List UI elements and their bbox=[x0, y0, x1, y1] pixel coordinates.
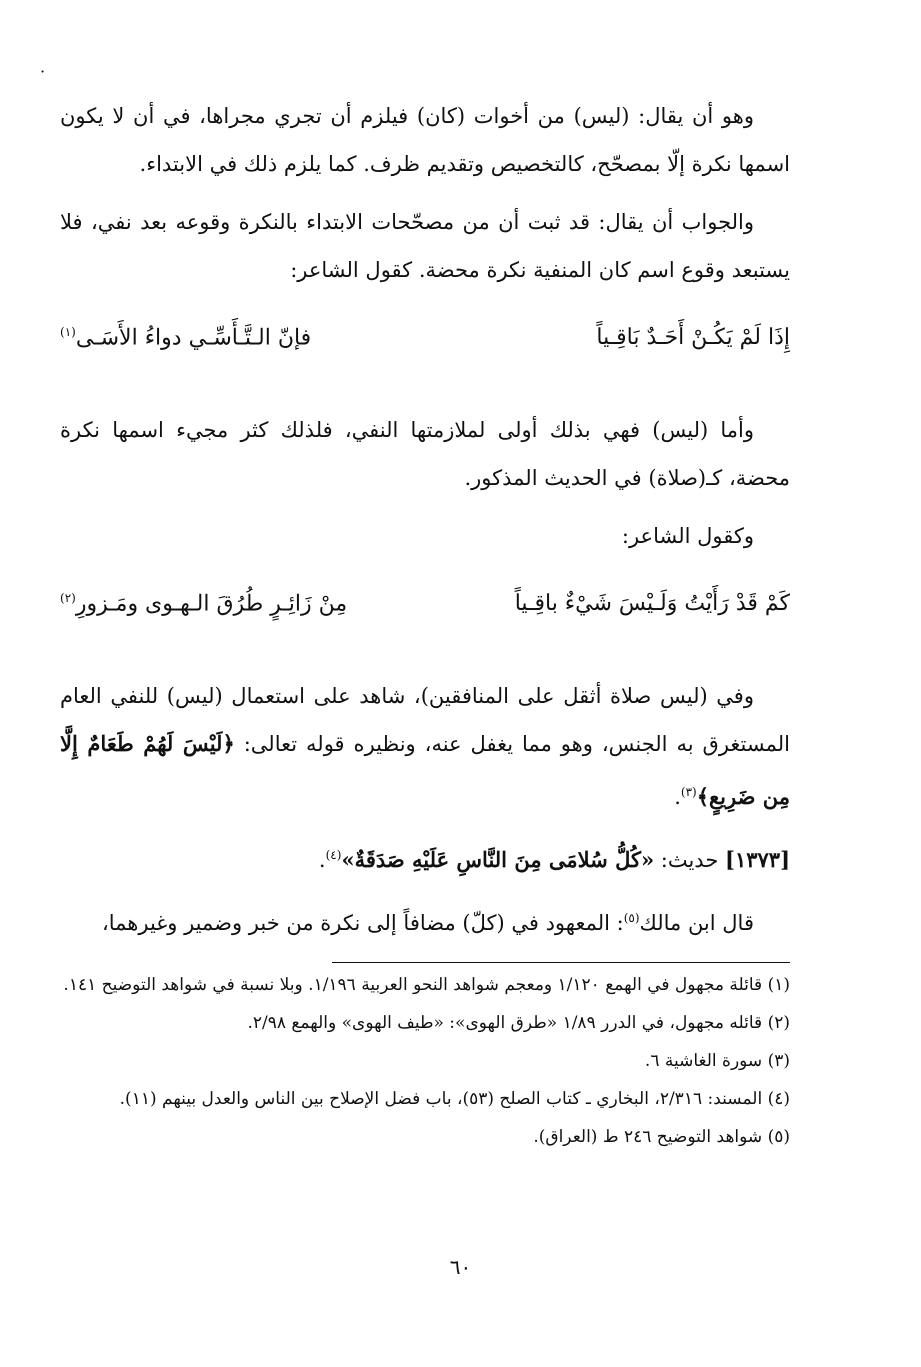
paragraph-2: والجواب أن يقال: قد ثبت أن من مصحّحات الابتداء بالنكرة وقوعه بعد نفي، فلا يستبعد وقوع اسم كان المنفية نكرة محضة. كقول الشاعر: bbox=[60, 210, 790, 282]
paragraph-3: وأما (ليس) فهي بذلك أولى لملازمتها النفي، فلذلك كثر مجيء اسمها نكرة محضة، كـ(صلاة) في الحديث المذكور. bbox=[60, 418, 790, 490]
footnote-ref-2: (٢) bbox=[60, 591, 76, 605]
footnotes bbox=[60, 970, 790, 1160]
paragraph-6 bbox=[60, 894, 790, 947]
paragraph-5-end: . bbox=[674, 785, 681, 809]
footnote-4: (٤) المسند: ٢/٣١٦، البخاري ـ كتاب الصلح (٥٣)، باب فضل الإصلاح بين الناس والعدل بينهم (١١). bbox=[119, 1089, 790, 1109]
paragraph-5 bbox=[60, 672, 790, 821]
main-text bbox=[60, 92, 790, 957]
paragraph-6-text-a: قال ابن مالك bbox=[639, 911, 754, 935]
verse-1 bbox=[60, 304, 790, 360]
footnote-ref-1: (١) bbox=[60, 325, 76, 339]
verse-2-first-hemistich: كَمْ قَدْ رَأَيْتُ وَلَـيْسَ شَيْءٌ باقِـياً bbox=[514, 591, 790, 617]
verse-2-second-hemistich bbox=[60, 570, 347, 632]
verse-1-second-hemistich-text: فإنّ الـتَّـأَسِّـي دواءُ الأَسَـى bbox=[75, 325, 312, 351]
hadith-number: [١٣٧٣] bbox=[725, 847, 790, 872]
paragraph-6-text-b: : المعهود في (كلّ) مضافاً إلى نكرة من خبر وضمير وغيرهما، bbox=[101, 911, 624, 935]
verse-2 bbox=[60, 570, 790, 626]
footnote-ref-5: (٥) bbox=[623, 911, 640, 925]
hadith-label: حديث: bbox=[654, 848, 725, 872]
footnote-ref-3: (٣) bbox=[680, 785, 697, 799]
footnote-separator bbox=[332, 962, 790, 963]
verse-2-second-hemistich-text: مِنْ زَائِـرٍ طُرُقَ الـهـوى ومَـزورِ bbox=[75, 591, 348, 617]
verse-1-first-hemistich: إِذَا لَمْ يَكُـنْ أَحَـدٌ بَاقِـياً bbox=[596, 325, 790, 351]
page-number: ٦٠ bbox=[449, 1255, 472, 1279]
stray-mark: · bbox=[40, 62, 46, 81]
verse-1-second-hemistich bbox=[60, 304, 311, 366]
footnote-2: (٢) قائله مجهول، في الدرر ١/٨٩ «طرق الهوى»: «طيف الهوى» والهمع ٢/٩٨. bbox=[247, 1013, 790, 1033]
hadith-end: . bbox=[318, 848, 326, 872]
quran-verse: ﴿لَيْسَ لَهُمْ طَعَامٌ إِلَّا مِن ضَرِيعٍ﴾ bbox=[60, 731, 790, 809]
hadith-line bbox=[60, 831, 790, 884]
footnote-5: (٥) شواهد التوضيح ٢٤٦ ط (العراق). bbox=[533, 1127, 790, 1147]
footnote-ref-4: (٤) bbox=[325, 848, 342, 862]
footnote-1: (١) قائلة مجهول في الهمع ١/١٢٠ ومعجم شواهد النحو العربية ١/١٩٦. وبلا نسبة في شواهد التوضيح ١٤١. bbox=[63, 975, 790, 995]
paragraph-1: وهو أن يقال: (ليس) من أخوات (كان) فيلزم أن تجري مجراها، في أن لا يكون اسمها نكرة إلّا بمصحّح، كالتخصيص وتقديم ظرف. كما يلزم ذلك في الابتداء. bbox=[60, 104, 790, 176]
hadith-text: «كُلُّ سُلامَى مِنَ النَّاسِ عَلَيْهِ صَدَقَةٌ» bbox=[341, 847, 655, 872]
footnote-3: (٣) سورة الغاشية ٦. bbox=[644, 1051, 790, 1071]
paragraph-5-text: وفي (ليس صلاة أثقل على المنافقين)، شاهد على استعمال (ليس) للنفي العام المستغرق به الجنس، وهو مما يغفل عنه، ونظيره قوله تعالى: bbox=[60, 684, 790, 756]
paragraph-4: وكقول الشاعر: bbox=[621, 524, 754, 548]
